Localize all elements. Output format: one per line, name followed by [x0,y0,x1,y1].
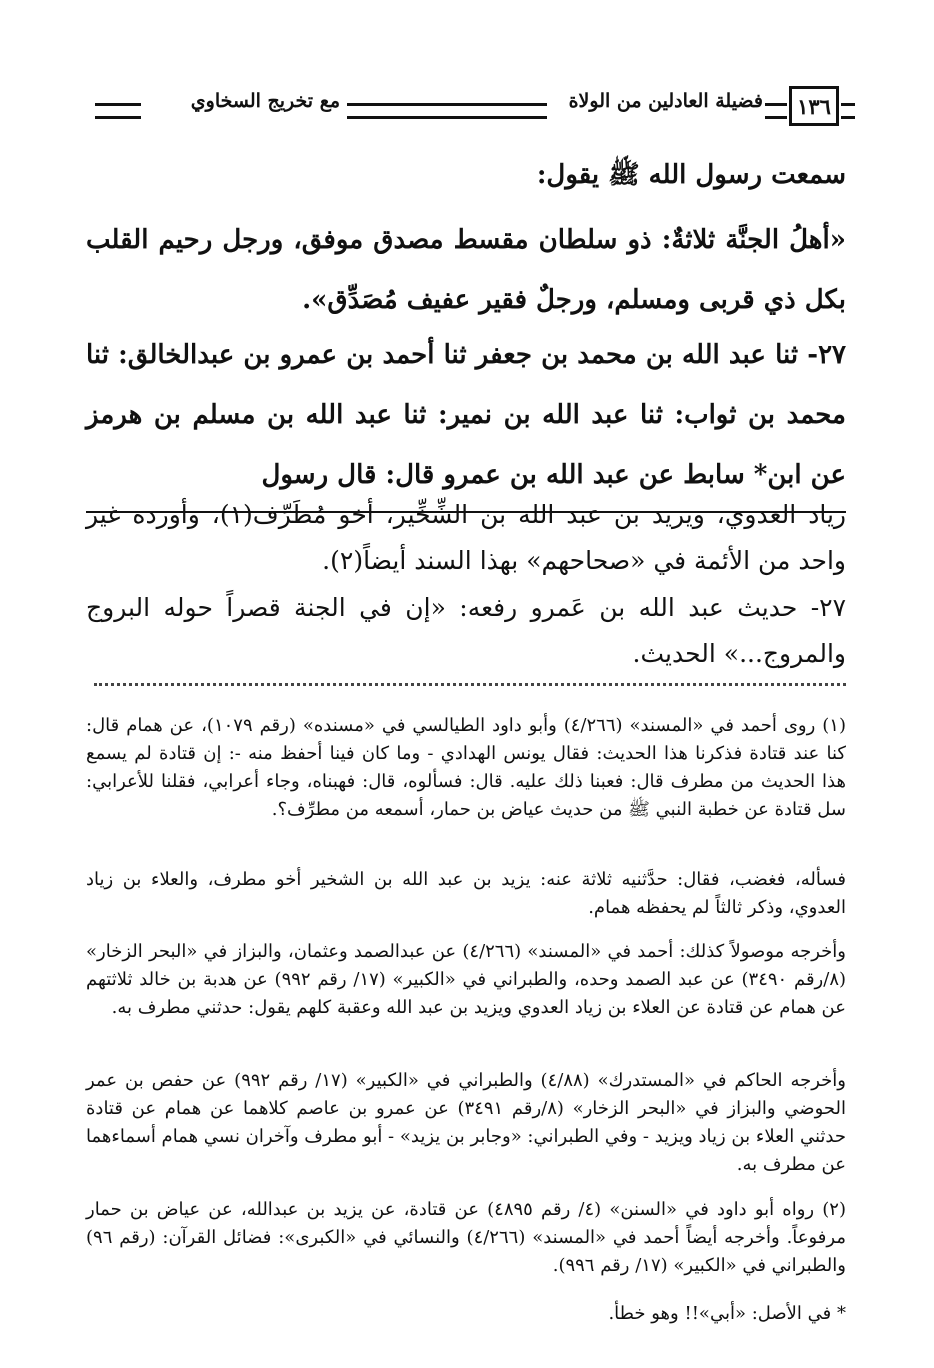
header-rule-right [841,103,855,119]
header-rule-short [765,103,787,119]
header-rule-left [95,103,141,119]
takhrij-paragraph-2: ٢٧- حديث عبد الله بن عَمرو رفعه: «إن في الجنة قصراً حوله البروج والمروج...» الحديث. [86,593,846,668]
page-header [95,86,855,130]
footnote-1-cont-c: وأخرجه الحاكم في «المستدرك» (٤/٨٨) والطبراني في «الكبير» (١٧/ رقم ٩٩٢) عن حفص بن عمر الحوضي والبزاز في «البحر الزخار» (٨/رقم ٣٤٩١) عن عمرو بن عاصم كلاهما عن همام عن قتادة حدثني العلاء بن زياد ويزيد - وفي الطبراني: «وجابر بن يزيد» - أبو مطرف وآخران نسي همام أسماءهما عن مطرف به. [86,1070,846,1175]
footnote-asterisk: * في الأصل: «أبي»!! وهو خطأ. [608,1303,846,1324]
header-title: فضيلة العادلين من الولاة [568,90,763,112]
page-number: ١٣٦ [789,86,839,126]
footnote-1-cont-a: فسأله، فغضب، فقال: حدَّثنيه ثلاثة عنه: يزيد بن عبد الله بن الشخير أخو مطرف، والعلاء بن زياد العدوي، وذكر ثالثاً لم يحفظه همام. [86,869,846,918]
header-rule-middle [347,103,547,119]
takhrij-paragraph-1: زياد العدوي، ويزيد بن عبد الله بن الشِّخِّير، أخو مُطَرِّف(١)، وأورده غير واحد من الأئمة في «صحاحهم» بهذا السند أيضاً(٢). [86,500,846,575]
footnote-separator [94,683,846,686]
body-paragraph-isnad: ٢٧- ثنا عبد الله بن محمد بن جعفر ثنا أحمد بن عمرو بن عبدالخالق: ثنا محمد بن ثواب: ثنا عبد الله بن نمير: ثنا عبد الله بن مسلم بن هرمز عن ابن* سابط عن عبد الله بن عمرو قال: قال رسول [86,325,846,513]
body-paragraph-hadith: «أهلُ الجنَّة ثلاثةٌ: ذو سلطان مقسط مصدق موفق، ورجل رحيم القلب بكل ذي قربى ومسلم، ورجلٌ فقير عفيف مُصَدِّق». [86,225,846,315]
header-subtitle: مع تخريج السخاوي [190,90,340,112]
footnote-2: (٢) رواه أبو داود في «السنن» (٤/ رقم ٤٨٩٥) عن قتادة، عن يزيد بن عبدالله، عن عياض بن حمار مرفوعاً. وأخرجه أيضاً أحمد في «المسند» (٤/٢٦٦) والنسائي في «الكبرى»: فضائل القرآن: (رقم ٩٦) والطبراني في «الكبير» (١٧/ رقم ٩٩٦). [86,1199,846,1276]
footnote-1-cont-b: وأخرجه موصولاً كذلك: أحمد في «المسند» (٤/٢٦٦) عن عبدالصمد وعثمان، والبزاز في «البحر الزخار» (٨/رقم ٣٤٩٠) عن عبد الصمد وحده، والطبراني في «الكبير» (١٧/ رقم ٩٩٢) عن هدبة بن خالد ثلاثتهم عن همام عن قتادة عن العلاء بن زياد العدوي ويزيد بن عبد الله وعقبة كلهم يقول: حدثني مطرف به. [86,941,847,1018]
body-paragraph-1: سمعت رسول الله ﷺ يقول: [536,160,846,190]
footnote-1: (١) روى أحمد في «المسند» (٤/٢٦٦) وأبو داود الطيالسي في «مسنده» (رقم ١٠٧٩)، عن همام قال: كنا عند قتادة فذكرنا هذا الحديث: فقال يونس الهدادي - وما كان فينا أحفظ منه -: إن قتادة لم يسمع هذا الحديث من مطرف قال: فعبنا ذلك عليه. قال: فسألوه، قال: فهبناه، وجاء أعرابي، فقلنا للأعرابي: سل قتادة عن خطبة النبي ﷺ من حديث عياض بن حمار، أسمعه من مطرِّف؟. [86,715,846,820]
